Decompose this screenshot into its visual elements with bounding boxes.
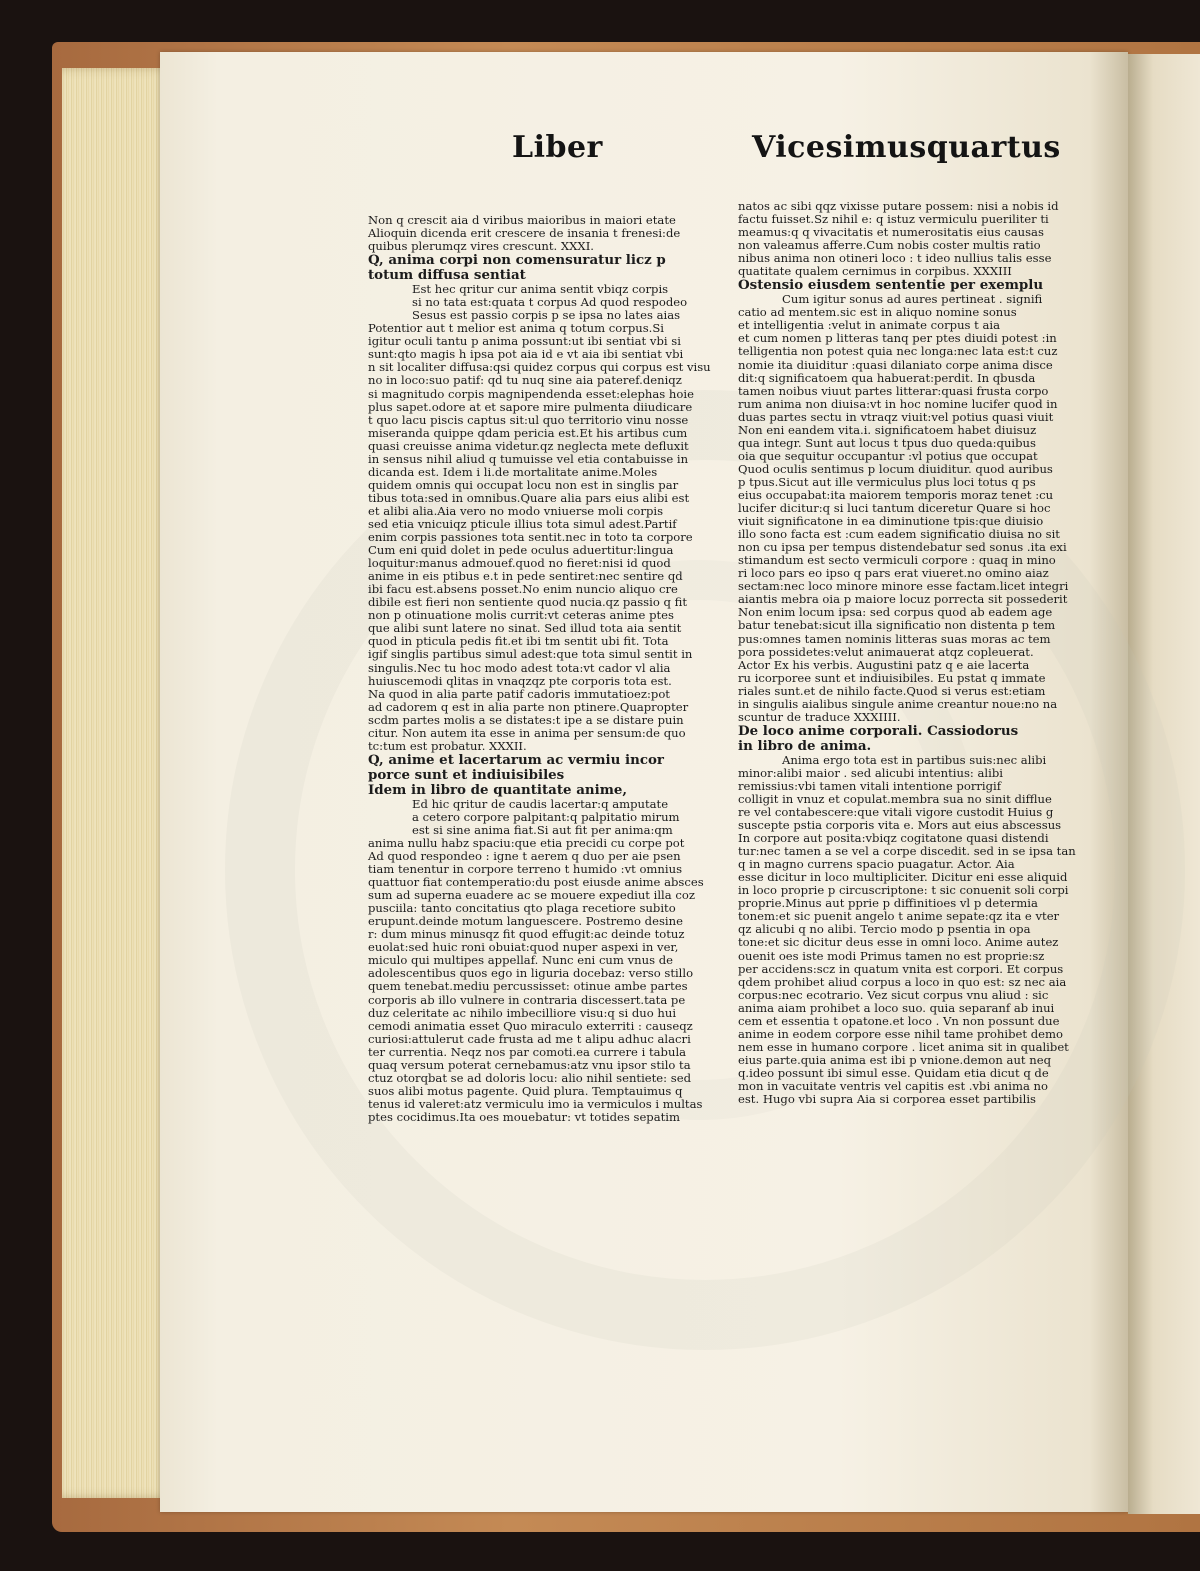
text-line: meamus:q q vivacitatis et numerositatis eius causas bbox=[738, 225, 1044, 240]
text-line: sum ad superna euadere ac se mouere expediut illa coz bbox=[368, 888, 695, 903]
text-line: esse dicitur in loco multipliciter. Dicitur eni esse aliquid bbox=[738, 870, 1068, 885]
text-line: tenus id valeret:atz vermiculu imo ia vermiculos i multas bbox=[368, 1096, 703, 1111]
text-line: scdm partes molis a se distates:t ipe a se distare puin bbox=[368, 712, 684, 727]
text-line: cemodi animatia esset Quo miraculo exterriti : causeqz bbox=[368, 1018, 693, 1033]
text-line: qz alicubi q no alibi. Tercio modo p psentia in opa bbox=[738, 922, 1031, 937]
text-line: nomie ita diuiditur :quasi dilaniato corpe anima disce bbox=[738, 357, 1053, 372]
text-line: eius parte.quia anima est ibi p vnione.demon aut neq bbox=[738, 1052, 1052, 1067]
text-line: aiantis mebra oia p maiore locuz porrecta sit possederit bbox=[738, 592, 1068, 607]
text-line: ouenit oes iste modi Primus tamen no est proprie:sz bbox=[738, 948, 1045, 963]
text-line: citur. Non autem ita esse in anima per sensum:de quo bbox=[368, 725, 686, 740]
text-line: si no tata est:quata t corpus Ad quod respodeo bbox=[412, 295, 688, 310]
text-line: est si sine anima fiat.Si aut fit per anima:qm bbox=[412, 822, 673, 837]
text-line: ri loco pars eo ipso q pars erat viueret.no omino aiaz bbox=[738, 566, 1049, 581]
text-line: t quo lacu piscis captus sit:ul quo territorio vinu nosse bbox=[368, 412, 689, 427]
text-line: tone:et sic dicitur deus esse in omni loco. Anime autez bbox=[738, 935, 1059, 950]
text-line: dicanda est. Idem i li.de mortalitate anime.Moles bbox=[368, 464, 658, 479]
text-line: igitur oculi tantu p anima possunt:ut ibi sentiat vbi si bbox=[368, 334, 681, 349]
text-line: per accidens:scz in quatum vnita est corpori. Et corpus bbox=[738, 961, 1064, 976]
chapter-heading-line: Q, anime et lacertarum ac vermiu incor bbox=[368, 751, 664, 768]
chapter-heading-line: Q, anima corpi non comensuratur licz p bbox=[368, 252, 666, 269]
text-line: factu fuisset.Sz nihil e: q istuz vermiculu pueriliter ti bbox=[738, 212, 1049, 227]
text-line: ibi facu est.absens posset.No enim nuncio aliquo cre bbox=[368, 582, 678, 597]
text-line: ctuz otorqbat se ad doloris locu: alio nihil sentiete: sed bbox=[368, 1070, 691, 1085]
text-line: duz celeritate ac nihilo imbecilliore visu:q si duo hui bbox=[368, 1005, 677, 1020]
text-line: oia que sequitur occupantur :vl potius que occupat bbox=[738, 448, 1038, 463]
text-line: quattuor fiat contemperatio:du post eiusde anime absces bbox=[368, 875, 704, 890]
text-line: colligit in vnuz et copulat.membra sua no sinit difflue bbox=[738, 791, 1052, 806]
text-line: batur tenebat:sicut illa significatio non distenta p tem bbox=[738, 618, 1056, 633]
text-line: cem et essentia t opatone.et loco . Vn non possunt due bbox=[738, 1013, 1060, 1028]
text-line: pusciila: tanto concitatius qto plaga recetiore subito bbox=[368, 901, 676, 916]
text-line: ptes cocidimus.Ita oes mouebatur: vt totides sepatim bbox=[368, 1109, 681, 1124]
text-line: nibus anima non otineri loco : t ideo nullius talis esse bbox=[738, 251, 1052, 266]
text-line: pus:omnes tamen nominis litteras suas moras ac tem bbox=[738, 631, 1051, 646]
text-line: et intelligentia :velut in animate corpus t aia bbox=[738, 318, 1001, 333]
text-line: duas partes sectu in vtraqz viuit:vel potius quasi viuit bbox=[738, 409, 1054, 424]
text-line: Anima ergo tota est in partibus suis:nec alibi bbox=[782, 752, 1047, 767]
text-line: Potentior aut t melior est anima q totum corpus.Si bbox=[368, 321, 664, 336]
text-line: Ed hic qritur de caudis lacertar:q amputate bbox=[412, 796, 669, 811]
text-line: qdem prohibet aliud corpus a loco in quo est: sz nec aia bbox=[738, 974, 1067, 989]
text-line: dibile est fieri non sentiente quod nucia.qz passio q fit bbox=[368, 595, 688, 610]
text-line: riales sunt.et de nihilo facte.Quod si verus est:etiam bbox=[738, 683, 1046, 698]
running-head-left: Liber bbox=[512, 130, 603, 165]
text-line: Quod oculis sentimus p locum diuiditur. quod auribus bbox=[738, 461, 1053, 476]
text-line: tonem:et sic puenit angelo t anime sepate:qz ita e vter bbox=[738, 909, 1060, 924]
text-line: non p otinuatione molis currit:vt ceteras anime ptes bbox=[368, 608, 674, 623]
text-line: In corpore aut posita:vbiqz cogitatone quasi distendi bbox=[738, 831, 1049, 846]
text-line: viuit significatone in ea diminutione tpis:que diuisio bbox=[738, 514, 1044, 529]
chapter-heading-line: Idem in libro de quantitate anime, bbox=[368, 781, 628, 798]
text-line: proprie.Minus aut pprie p diffinitioes vl p determia bbox=[738, 896, 1038, 911]
text-line: miculo qui multipes appellaf. Nunc eni cum vnus de bbox=[368, 953, 673, 968]
text-line: ter currentia. Neqz nos par comoti.ea currere i tabula bbox=[368, 1044, 687, 1059]
text-line: que alibi sunt latere no sinat. Sed illud tota aia sentit bbox=[368, 621, 682, 636]
text-line: adolescentibus quos ego in liguria docebaz: verso stillo bbox=[368, 966, 694, 981]
text-column-left bbox=[368, 213, 711, 1124]
text-line: quod in pticula pedis fit.et ibi tm sentit ubi fit. Tota bbox=[368, 634, 669, 649]
text-line: huiuscemodi qlitas in vnaqzqz pte corporis tota est. bbox=[368, 673, 672, 688]
text-line: Non q crescit aia d viribus maioribus in maiori etate bbox=[368, 213, 676, 227]
text-line: qua integr. Sunt aut locus t tpus duo queda:quibus bbox=[738, 435, 1036, 450]
text-line: est. Hugo vbi supra Aia si corporea esset partibilis bbox=[738, 1092, 1036, 1107]
text-line: illo sono facta est :cum eadem significatio diuisa no sit bbox=[738, 527, 1060, 542]
text-line: quaq versum poterat cernebamus:atz vnu ipsor stilo ta bbox=[368, 1057, 691, 1072]
text-line: quibus plerumqz vires crescunt. XXXI. bbox=[368, 239, 594, 254]
text-line: Non enim locum ipsa: sed corpus quod ab eadem age bbox=[738, 605, 1053, 620]
text-line: Cum eni quid dolet in pede oculus aduertitur:lingua bbox=[368, 543, 674, 558]
text-line: non cu ipsa per tempus distendebatur sed sonus .ita exi bbox=[738, 540, 1067, 555]
chapter-heading-line: porce sunt et indiuisibiles bbox=[368, 766, 565, 783]
text-column-right bbox=[738, 199, 1076, 1107]
chapter-heading-line: De loco anime corporali. Cassiodorus bbox=[738, 722, 1019, 739]
text-line: tiam tenentur in corpore terreno t humido :vt omnius bbox=[368, 862, 683, 877]
text-line: et alibi alia.Aia vero no modo vniuerse moli corpis bbox=[368, 503, 664, 518]
text-line: miseranda quippe qdam pericia est.Et his artibus cum bbox=[368, 425, 688, 440]
text-line: ru icorporee sunt et indiuisibiles. Eu pstat q immate bbox=[738, 670, 1046, 685]
text-line: pora possidetes:velut animauerat atqz copleuerat. bbox=[738, 644, 1034, 659]
text-line: remissius:vbi tamen vitali intentione porrigif bbox=[738, 778, 1002, 793]
text-line: dit:q significatoem qua habuerat:perdit. In qbusda bbox=[738, 370, 1036, 385]
text-line: Sesus est passio corpis p se ipsa no lates aias bbox=[412, 308, 681, 323]
text-line: Cum igitur sonus ad aures pertineat . signifi bbox=[782, 292, 1043, 307]
text-line: tibus tota:sed in omnibus.Quare alia pars eius alibi est bbox=[368, 490, 690, 505]
text-line: plus sapet.odore at et sapore mire pulmenta diiudicare bbox=[368, 399, 693, 414]
text-line: sed etia vnicuiqz pticule illius tota simul adest.Partif bbox=[368, 516, 677, 531]
text-line: in singulis aialibus singule anime creantur noue:no na bbox=[738, 696, 1058, 711]
text-line: in sensus nihil aliud q tumuisse vel etia contabuisse in bbox=[368, 451, 689, 466]
text-line: tamen noibus viuut partes litterar:quasi frusta corpo bbox=[738, 383, 1049, 398]
text-line: loquitur:manus admouef.quod no fieret:nisi id quod bbox=[368, 556, 671, 571]
text-line: anime in eis ptibus e.t in pede sentiret:nec sentire qd bbox=[368, 569, 683, 584]
text-line: r: dum minus minusqz fit quod effugit:ac deinde totuz bbox=[368, 927, 685, 942]
text-line: quidem omnis qui occupat locu non est in singlis par bbox=[368, 477, 679, 492]
text-line: tur:nec tamen a se vel a corpe discedit. sed in se ipsa tan bbox=[738, 844, 1076, 859]
text-line: n sit localiter diffusa:qsi quidez corpus qui corpus est visu bbox=[368, 360, 711, 375]
text-line: quem tenebat.mediu percussisset: otinue ambe partes bbox=[368, 979, 688, 994]
text-line: eius occupabat:ita maiorem temporis moraz tenet :cu bbox=[738, 487, 1054, 502]
text-line: anime in eodem corpore esse nihil tame prohibet demo bbox=[738, 1026, 1063, 1041]
running-head-right: Vicesimusquartus bbox=[752, 130, 1061, 165]
text-line: p tpus.Sicut aut ille vermiculus plus loci totus q ps bbox=[738, 474, 1036, 489]
text-line: Na quod in alia parte patif cadoris immutatioez:pot bbox=[368, 686, 670, 701]
text-line: Est hec qritur cur anima sentit vbiqz corpis bbox=[412, 282, 669, 297]
text-line: corpus:nec ecotrario. Vez sicut corpus vnu aliud : sic bbox=[738, 987, 1049, 1002]
text-line: anima nullu habz spaciu:que etia precidi cu corpe pot bbox=[368, 835, 685, 850]
text-line: Ad quod respondeo : igne t aerem q duo per aie psen bbox=[368, 849, 681, 864]
text-line: Non eni eandem vita.i. significatoem habet diuisuz bbox=[738, 422, 1037, 437]
text-line: suscepte pstia corporis vita e. Mors aut eius abscessus bbox=[738, 818, 1062, 833]
text-line: mon in vacuitate ventris vel capitis est .vbi anima no bbox=[738, 1079, 1048, 1093]
text-line: lucifer dicitur:q si luci tantum diceretur Quare si hoc bbox=[738, 501, 1051, 516]
text-line: quasi creuisse anima videtur.qz neglecta mete defluxit bbox=[368, 438, 689, 453]
text-line: et cum nomen p litteras tanq per ptes diuidi potest :in bbox=[738, 331, 1057, 346]
text-line: a cetero corpore palpitant:q palpitatio mirum bbox=[412, 809, 680, 824]
text-line: scuntur de traduce XXXIIII. bbox=[738, 709, 901, 724]
text-line: si magnitudo corpis magnipendenda esset:elephas hoie bbox=[368, 386, 694, 401]
text-line: minor:alibi maior . sed alicubi intentius: alibi bbox=[738, 765, 1003, 780]
text-line: rum anima non diuisa:vt in hoc nomine lucifer quod in bbox=[738, 396, 1058, 411]
text-line: sectam:nec loco minore minore esse factam.licet integri bbox=[738, 579, 1069, 594]
text-line: telligentia non potest quia nec longa:nec lata est:t cuz bbox=[738, 344, 1058, 359]
text-line: catio ad mentem.sic est in aliquo nomine sonus bbox=[738, 305, 1017, 320]
text-line: quatitate qualem cernimus in corpibus. XXXIII bbox=[738, 264, 1012, 279]
text-line: singulis.Nec tu hoc modo adest tota:vt cador vl alia bbox=[368, 660, 671, 675]
text-line: erupunt.deinde motum languescere. Postremo desine bbox=[368, 914, 683, 929]
text-line: natos ac sibi qqz vixisse putare possem: nisi a nobis id bbox=[738, 199, 1059, 213]
text-line: curiosi:attulerut cade frusta ad me t alipu adhuc alacri bbox=[368, 1031, 691, 1046]
text-line: stimandum est secto vermiculi corpore : quaq in mino bbox=[738, 553, 1056, 568]
text-line: nem esse in humano corpore . licet anima sit in qualibet bbox=[738, 1039, 1069, 1054]
page-edges bbox=[62, 68, 170, 1498]
text-line: non valeamus afferre.Cum nobis coster multis ratio bbox=[738, 238, 1041, 253]
text-line: q.ideo possunt ibi simul esse. Quidam etia dicut q de bbox=[738, 1065, 1049, 1080]
chapter-heading-line: Ostensio eiusdem sententie per exemplu bbox=[738, 277, 1044, 294]
text-line: anima aiam prohibet a loco suo. quia separanf ab inui bbox=[738, 1000, 1055, 1015]
text-line: q in magno currens spacio puagatur. Actor. Aia bbox=[738, 857, 1015, 872]
text-line: sunt:qto magis h ipsa pot aia id e vt aia ibi sentiat vbi bbox=[368, 347, 684, 362]
text-line: in loco proprie p circuscriptone: t sic conuenit soli corpi bbox=[738, 883, 1069, 898]
text-line: suos alibi motus pagente. Quid plura. Temptauimus q bbox=[368, 1083, 683, 1098]
chapter-heading-line: totum diffusa sentiat bbox=[368, 267, 526, 284]
text-line: Actor Ex his verbis. Augustini patz q e aie lacerta bbox=[738, 657, 1030, 672]
text-line: ad cadorem q est in alia parte non ptinere.Quapropter bbox=[368, 699, 689, 714]
text-line: euolat:sed huic roni obuiat:quod nuper aspexi in ver, bbox=[368, 940, 679, 955]
text-line: corporis ab illo vulnere in contraria discessert.tata pe bbox=[368, 992, 686, 1007]
text-line: re vel contabescere:que vitali vigore custodit Huius g bbox=[738, 805, 1054, 820]
text-line: Alioquin dicenda erit crescere de insania t frenesi:de bbox=[368, 226, 681, 241]
text-line: enim corpis passiones tota sentit.nec in toto ta corpore bbox=[368, 530, 693, 545]
text-line: no in loco:suo patif: qd tu nuq sine aia pateref.deniqz bbox=[368, 373, 682, 388]
text-line: tc:tum est probatur. XXXII. bbox=[368, 738, 527, 753]
text-line: igif singlis partibus simul adest:que tota simul sentit in bbox=[368, 647, 693, 662]
chapter-heading-line: in libro de anima. bbox=[738, 737, 872, 754]
